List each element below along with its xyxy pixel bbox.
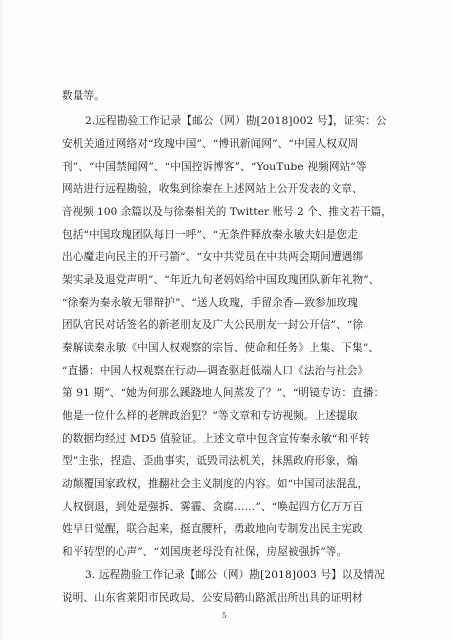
text-line: 人权倒退，到处是强拆、雾霾、贪腐……”、“唤起四方亿万万百 [62, 501, 364, 513]
page-number: 5 [222, 612, 227, 620]
text-line: 包括“中国玫瑰团队每日一呼”、“无条件释放秦永敏夫妇是您走 [62, 229, 359, 241]
text-line: 秦解读秦永敏《中国人权观察的宗旨、使命和任务》上集、下集”、 [62, 342, 380, 354]
scan-edge-shadow [0, 0, 4, 640]
text-line: 安机关通过网络对“玫瑰中国”、“博讯新闻网”、“中国人权双周 [62, 138, 359, 150]
text-line: 和平转型的心声”、“刘国庚老母没有社保，房屋被强拆”等。 [62, 546, 348, 558]
text-line: 2.远程勘验工作记录【邮公（网）勘[2018]002 号】，证实：公 [85, 115, 387, 127]
text-line: 姓早日觉醒，联合起来，挺直腰杆，勇敢地向专制发出民主宪政 [62, 523, 363, 535]
text-line: 的数据均经过 MD5 值验证。上述文章中包含宣传秦永敏“和平转 [62, 433, 370, 445]
text-line: 音视频 100 余篇以及与徐秦相关的 Twitter 账号 2 个、推文若干篇， [62, 206, 392, 218]
text-line: “徐秦为秦永敏无罪辩护”、“送人玫瑰，手留余香—致参加玫瑰 [62, 297, 359, 309]
text-line: 3. 远程勘验工作记录【邮公（网）勘[2018]003 号】以及情况 [85, 569, 385, 581]
text-line: 动颠覆国家政权，推翻社会主义制度的内容。如“中国司法混乱， [62, 478, 369, 490]
text-line: 架实录及退党声明”、“年近九旬老妈妈给中国玫瑰团队新年礼物”、 [62, 274, 380, 286]
text-line: 刊”、“中国禁闻网”、“中国控诉博客”、“YouTube 视频网站”等 [62, 161, 367, 173]
text-line: 数量等。 [62, 90, 105, 102]
text-line: 出心魔走向民主的开弓箭”、“女中共党员在中共两会期间遭遇绑 [62, 251, 364, 263]
text-line: 他是一位什么样的老牌政治犯？”等文章和专访视频。上述提取 [62, 410, 358, 422]
text-line: 网站进行远程勘验，收集到徐秦在上述网站上公开发表的文章、 [62, 183, 363, 195]
text-line: 说明、山东省莱阳市民政局、公安局鹤山路派出所出具的证明材 [62, 592, 363, 604]
text-line: “直播：中国人权观察在行动—调查驱赶低端人口《法治与社会》 [62, 365, 369, 377]
text-line: 团队官民对话签名的新老朋友及广大公民朋友一封公开信”、“徐 [62, 319, 364, 331]
text-line: 型”主张，捏造、歪曲事实，诋毁司法机关，抹黑政府形象，煽 [62, 455, 358, 467]
text-line: 第 91 期”、“她为何那么蹊跷地人间蒸发了？”、“明镜专访：直播： [62, 387, 385, 399]
